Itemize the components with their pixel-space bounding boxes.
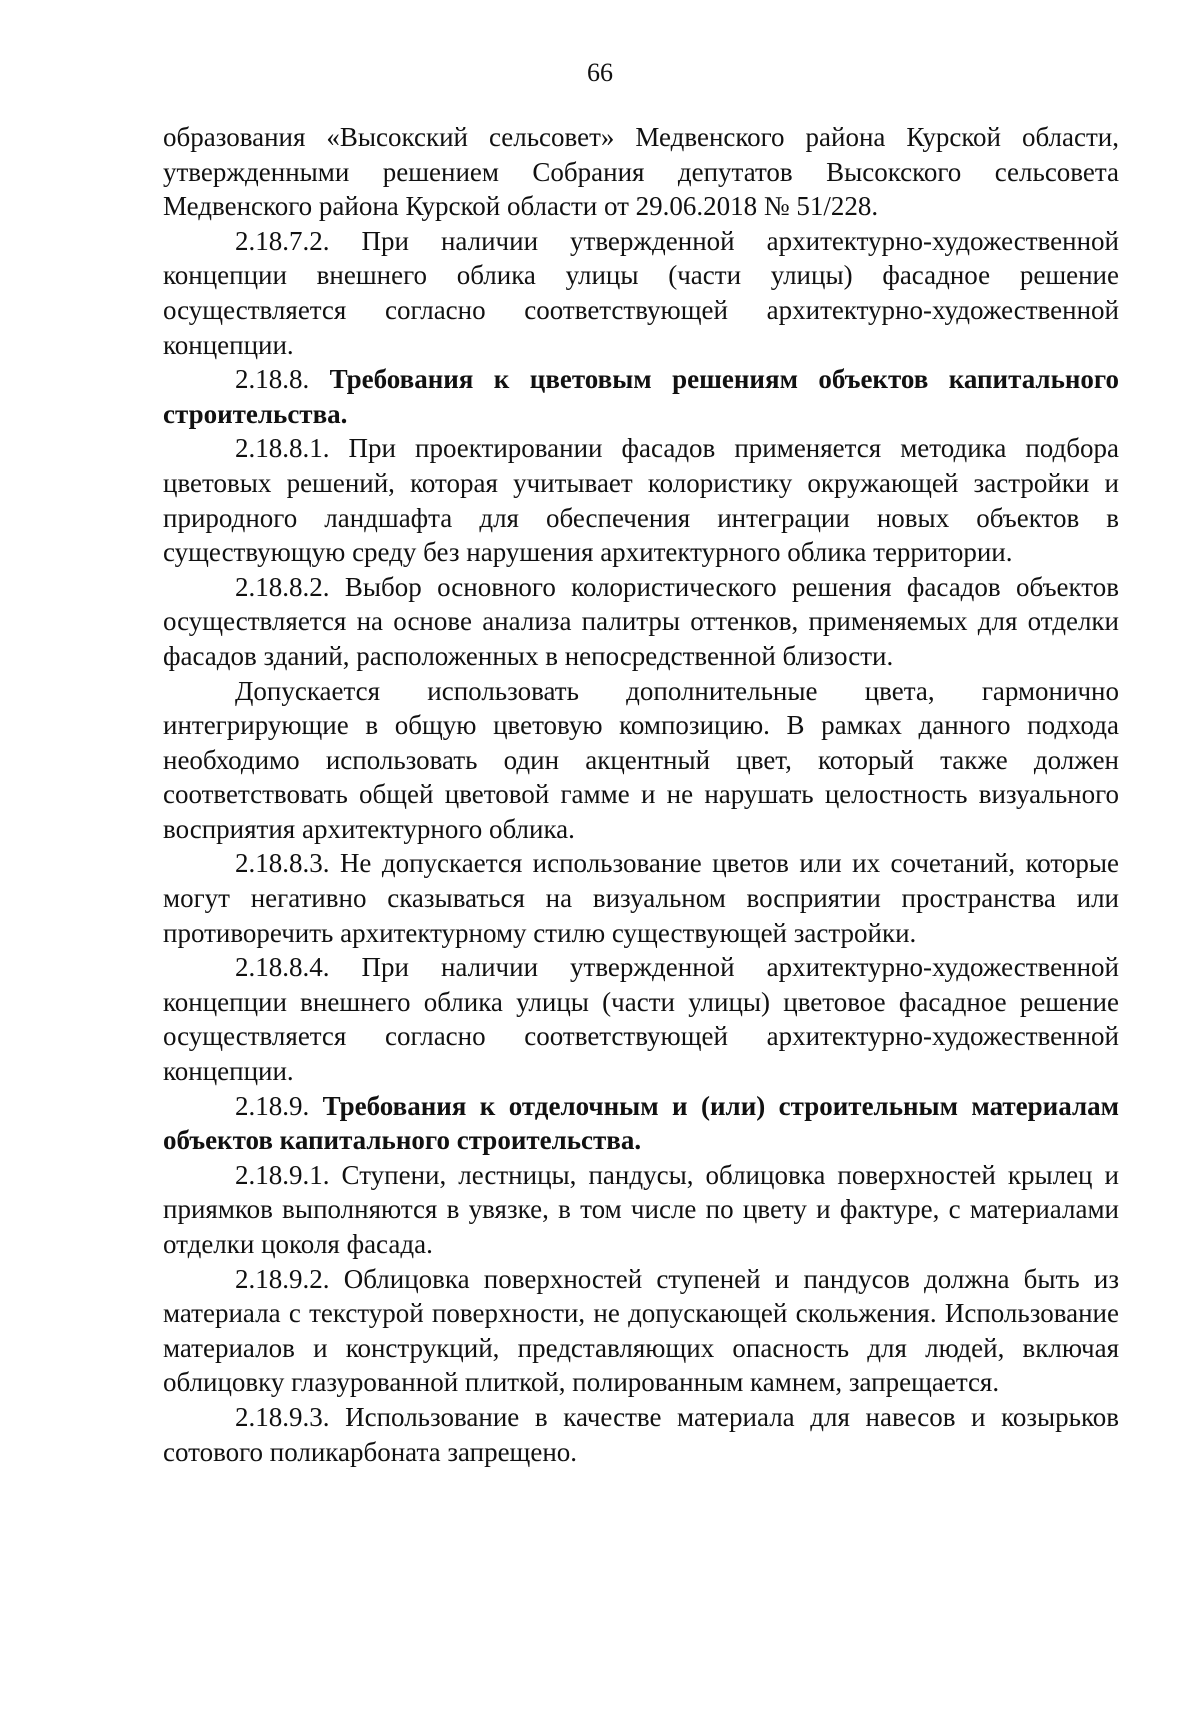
section-number: 2.18.8. <box>235 364 310 395</box>
paragraph-2-18-9-2: 2.18.9.2. Облицовка поверхностей ступеней и пандусов должна быть из материала с текстурой поверхности, не допускающей скольжения. Использование материалов и конструкций, представляющих опасность для людей, включая облицовку глазурованной плиткой, полированным камнем, запрещается. <box>163 1263 1119 1398</box>
paragraph-2-18-9-3: 2.18.9.3. Использование в качестве материала для навесов и козырьков сотового поликарбоната запрещено. <box>163 1401 1119 1467</box>
paragraph-additional-colors: Допускается использовать дополнительные цвета, гармонично интегрирующие в общую цветовую композицию. В рамках данного подхода необходимо использовать один акцентный цвет, который также должен соответствовать общей цветовой гамме и не нарушать целостность визуального восприятия архитектурного облика. <box>163 675 1119 844</box>
paragraph-2-18-8-2: 2.18.8.2. Выбор основного колористического решения фасадов объектов осуществляется на основе анализа палитры оттенков, применяемых для отделки фасадов зданий, расположенных в непосредственной близости. <box>163 571 1119 671</box>
section-heading-2-18-8 <box>163 362 1119 431</box>
paragraph-2-18-8-4: 2.18.8.4. При наличии утвержденной архитектурно-художественной концепции внешнего облика улицы (части улицы) цветовое фасадное решение осуществляется согласно соответствующей архитектурно-художественной концепции. <box>163 952 1119 1087</box>
section-title: Требования к цветовым решениям объектов капитального строительства. <box>163 364 1120 429</box>
paragraph-2-18-8-1: 2.18.8.1. При проектировании фасадов применяется методика подбора цветовых решений, которая учитывает колористику окружающей застройки и природного ландшафта для обеспечения интеграции новых объектов в существующую среду без нарушения архитектурного облика территории. <box>163 433 1119 568</box>
paragraph-2-18-8-3: 2.18.8.3. Не допускается использование цветов или их сочетаний, которые могут негативно сказываться на визуальном восприятии пространства или противоречить архитектурному стилю существующей застройки. <box>163 848 1119 948</box>
section-heading-2-18-9 <box>163 1089 1119 1158</box>
paragraph-continuation: образования «Высокский сельсовет» Медвенского района Курской области, утвержденными решением Собрания депутатов Высокского сельсовета Медвенского района Курской области от 29.06.2018 № 51/228. <box>163 122 1119 222</box>
document-body <box>163 120 1119 1469</box>
section-title: Требования к отделочным и (или) строительным материалам объектов капитального строительства. <box>163 1090 1120 1156</box>
paragraph-2-18-7-2: 2.18.7.2. При наличии утвержденной архитектурно-художественной концепции внешнего облика улицы (части улицы) фасадное решение осуществляется согласно соответствующей архитектурно-художественной концепции. <box>163 225 1119 360</box>
page-number: 66 <box>587 58 613 87</box>
paragraph-2-18-9-1: 2.18.9.1. Ступени, лестницы, пандусы, облицовка поверхностей крылец и приямков выполняются в увязке, в том числе по цвету и фактуре, с материалами отделки цоколя фасада. <box>163 1159 1119 1259</box>
section-number: 2.18.9. <box>235 1090 310 1121</box>
